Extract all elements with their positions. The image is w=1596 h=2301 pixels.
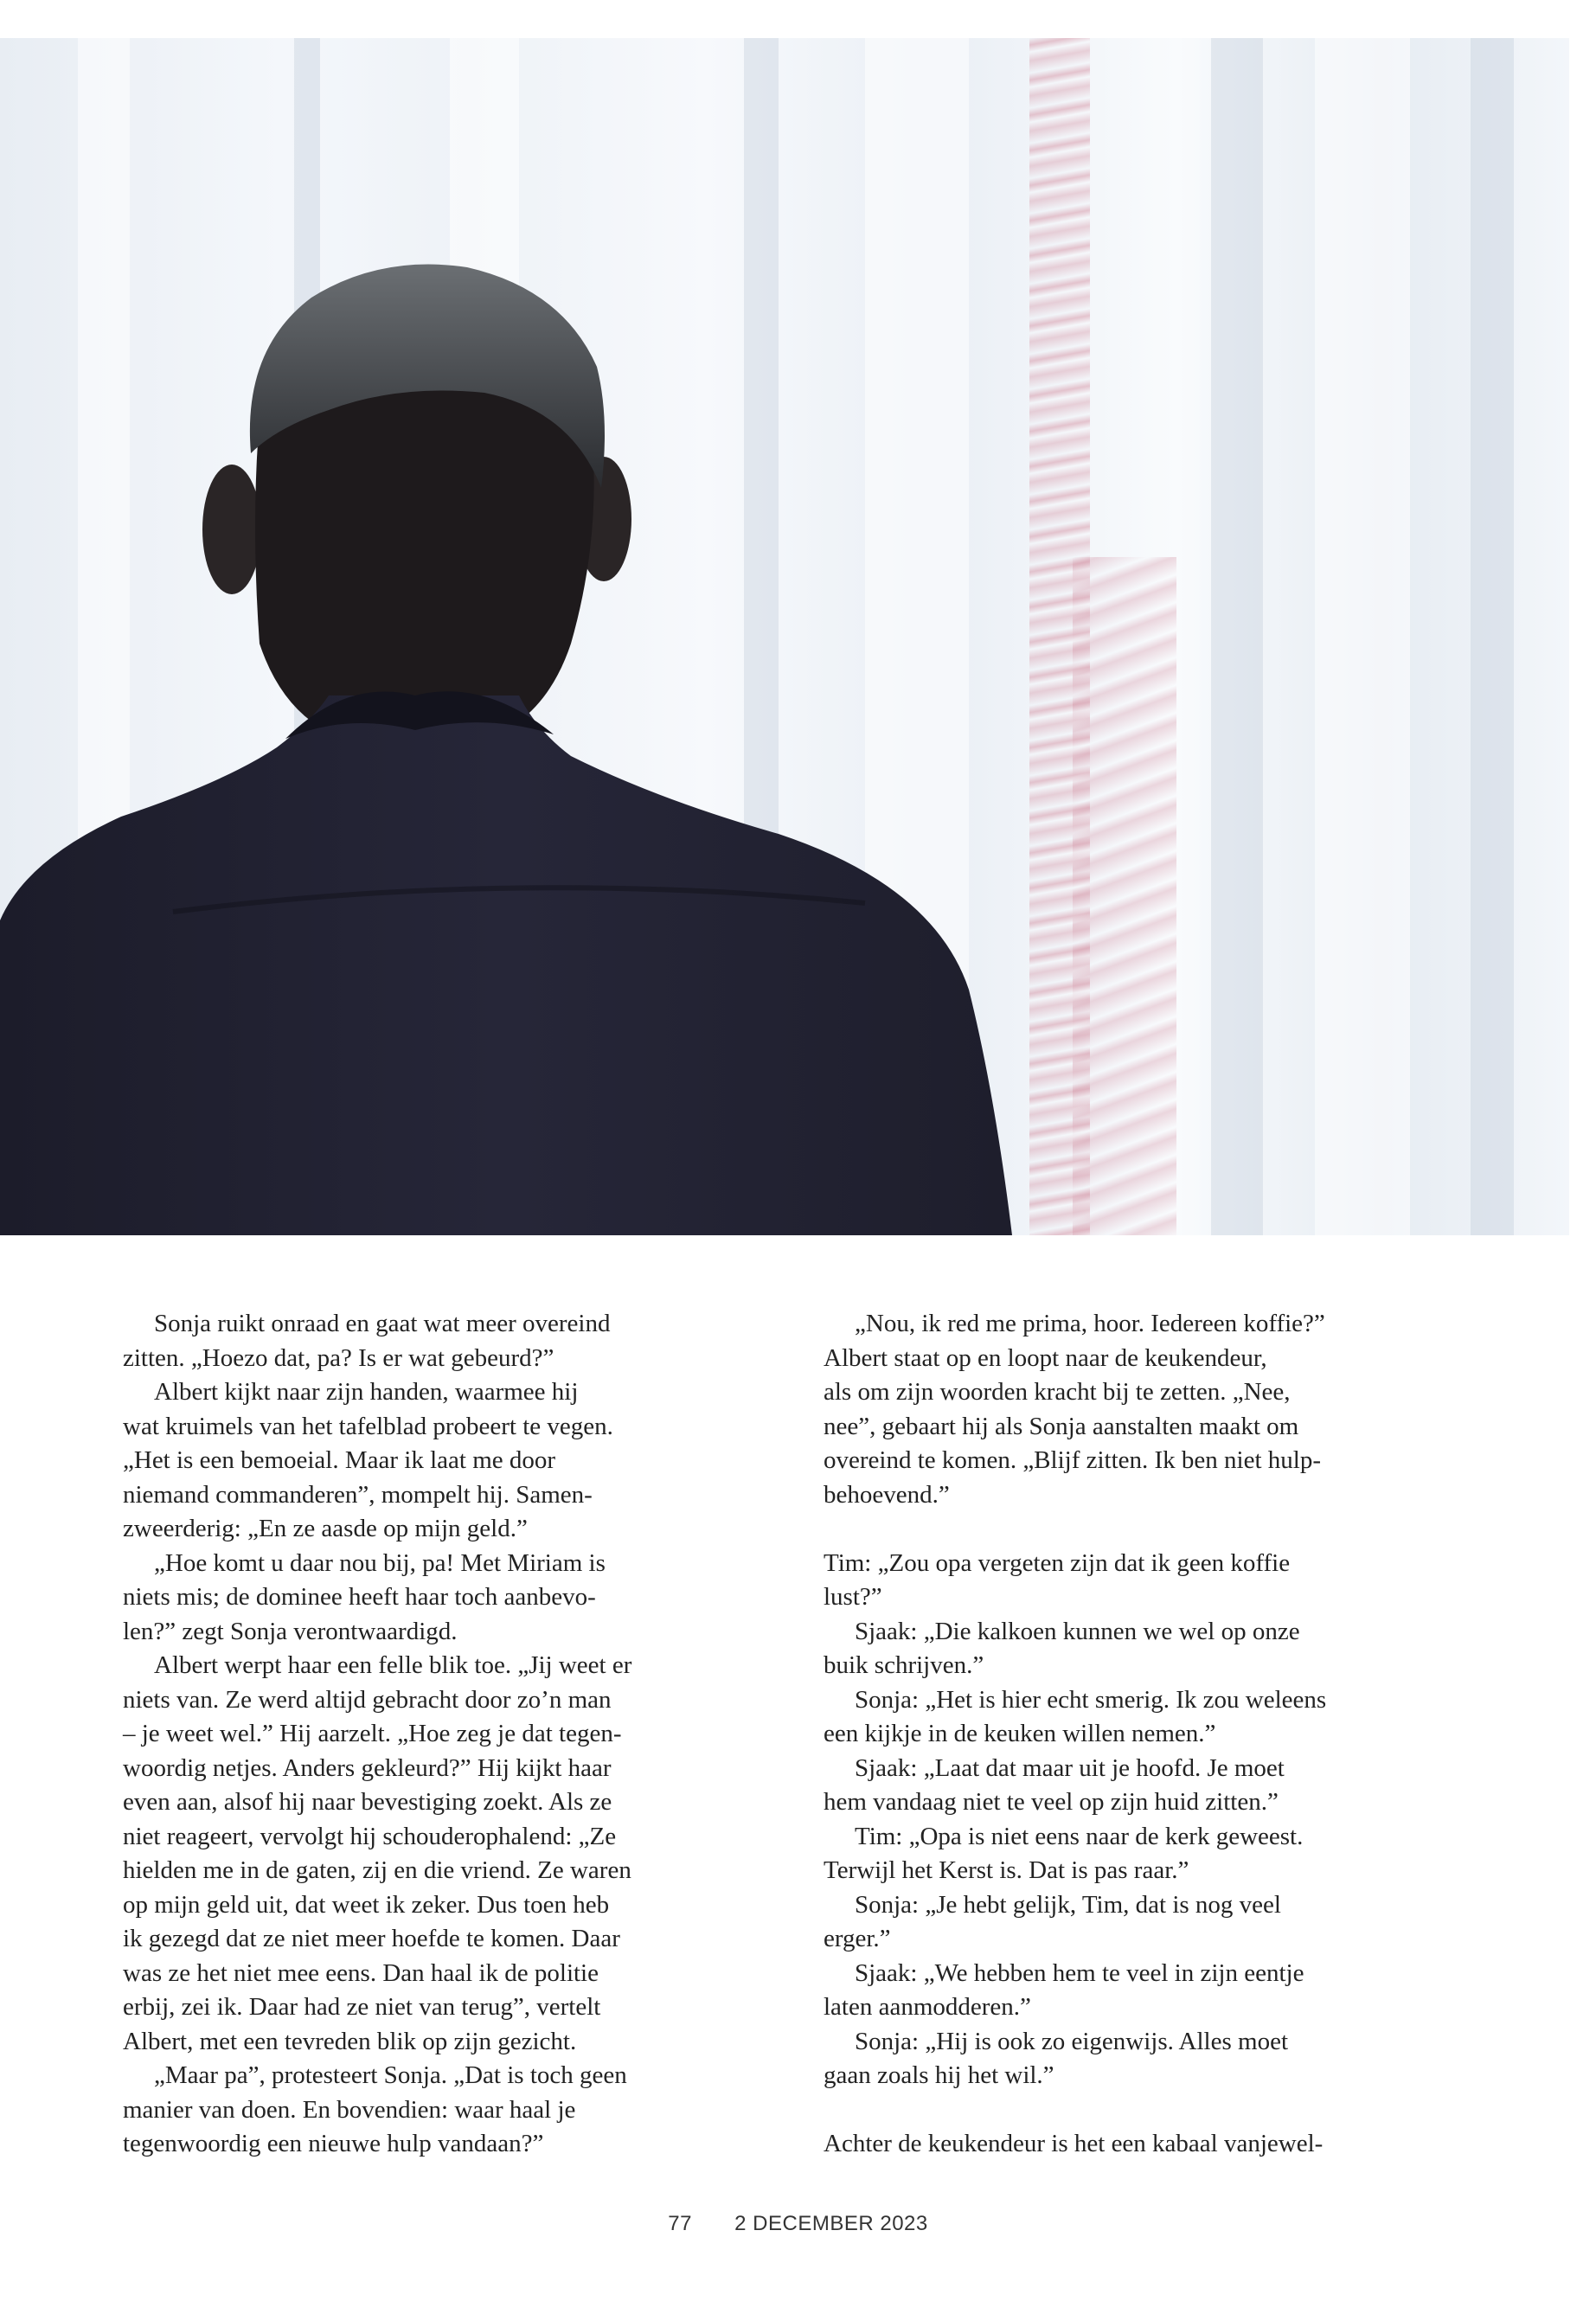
text-line: behoevend.” [824, 1480, 950, 1509]
shirt [0, 695, 1012, 1235]
left-ear [202, 465, 261, 594]
text-line: Sonja ruikt onraad en gaat wat meer overeind [154, 1310, 611, 1337]
text-line: Sjaak: „Die kalkoen kunnen we wel op onze [855, 1617, 1300, 1645]
text-line: laten aanmodderen.” [824, 1993, 1031, 2021]
issue-date: 2 DECEMBER 2023 [734, 2212, 928, 2235]
text-line: even aan, alsof hij naar bevestiging zoekt. Als ze [123, 1788, 612, 1816]
paragraph-break [824, 2093, 1377, 2128]
text-line: tegenwoordig een nieuwe hulp vandaan?” [123, 2130, 544, 2157]
text-line: Sonja: „Hij is ook zo eigenwijs. Alles moet [855, 2027, 1289, 2055]
text-line: zitten. „Hoezo dat, pa? Is er wat gebeurd?” [123, 1343, 554, 1372]
text-line: niet reageert, vervolgt hij schouderophalend: „Ze [123, 1822, 617, 1850]
text-line: op mijn geld uit, dat weet ik zeker. Dus toen heb [123, 1890, 610, 1919]
body-text-left-column [123, 1307, 676, 2162]
text-line: hem vandaag niet te veel op zijn huid zitten.” [824, 1788, 1279, 1816]
text-line: zweerderig: „En ze aasde op mijn geld.” [123, 1515, 528, 1542]
page-footer [0, 2212, 1596, 2236]
text-line: Sjaak: „Laat dat maar uit je hoofd. Je moet [855, 1753, 1285, 1782]
text-line: Albert staat op en loopt naar de keukendeur, [824, 1343, 1267, 1372]
text-line: – je weet wel.” Hij aarzelt. „Hoe zeg je dat tegen- [123, 1720, 622, 1747]
man-silhouette [0, 38, 1569, 1235]
text-line: Sjaak: „We hebben hem te veel in zijn eentje [855, 1958, 1304, 1987]
header-photo [0, 38, 1569, 1235]
text-line: Terwijl het Kerst is. Dat is pas raar.” [824, 1856, 1189, 1884]
text-line: Albert werpt haar een felle blik toe. „Jij weet er [154, 1651, 632, 1679]
text-line: overeind te komen. „Blijf zitten. Ik ben niet hulp- [824, 1446, 1322, 1474]
text-line: Tim: „Zou opa vergeten zijn dat ik geen koffie [824, 1548, 1291, 1577]
text-line: Sonja: „Het is hier echt smerig. Ik zou weleens [855, 1685, 1327, 1714]
text-line: „Het is een bemoeial. Maar ik laat me door [123, 1446, 556, 1474]
text-line: „Maar pa”, protesteert Sonja. „Dat is toch geen [154, 2061, 627, 2089]
text-line: als om zijn woorden kracht bij te zetten. „Nee, [824, 1378, 1291, 1406]
text-line: erbij, zei ik. Daar had ze niet van terug”, vertelt [123, 1993, 601, 2021]
text-line: ik gezegd dat ze niet meer hoefde te komen. Daar [123, 1925, 620, 1952]
text-line: len?” zegt Sonja verontwaardigd. [123, 1617, 458, 1645]
text-line: Tim: „Opa is niet eens naar de kerk geweest. [855, 1822, 1304, 1850]
text-line: erger.” [824, 1925, 891, 1952]
text-line: woordig netjes. Anders gekleurd?” Hij kijkt haar [123, 1753, 612, 1782]
text-line: Sonja: „Je hebt gelijk, Tim, dat is nog veel [855, 1890, 1281, 1919]
body-text-right-column [824, 1307, 1377, 2162]
text-line: „Hoe komt u daar nou bij, pa! Met Miriam is [154, 1548, 606, 1577]
text-line: gaan zoals hij het wil.” [824, 2061, 1054, 2089]
text-line: Albert kijkt naar zijn handen, waarmee hij [154, 1378, 579, 1406]
text-line: buik schrijven.” [824, 1651, 984, 1679]
text-line: niets mis; de dominee heeft haar toch aanbevo- [123, 1583, 596, 1611]
page-number: 77 [668, 2212, 692, 2235]
text-line: lust?” [824, 1583, 882, 1611]
text-line: niemand commanderen”, mompelt hij. Samen- [123, 1480, 593, 1509]
text-line: nee”, gebaart hij als Sonja aanstalten maakt om [824, 1412, 1299, 1440]
text-line: was ze het niet mee eens. Dan haal ik de politie [123, 1958, 599, 1987]
text-line: Albert, met een tevreden blik op zijn gezicht. [123, 2027, 577, 2055]
text-line: een kijkje in de keuken willen nemen.” [824, 1720, 1216, 1747]
paragraph-break [824, 1512, 1377, 1547]
text-line: Achter de keukendeur is het een kabaal vanjewel- [824, 2130, 1324, 2157]
text-line: „Nou, ik red me prima, hoor. Iedereen koffie?” [855, 1310, 1325, 1337]
text-line: manier van doen. En bovendien: waar haal je [123, 2095, 576, 2124]
text-line: wat kruimels van het tafelblad probeert te vegen. [123, 1412, 613, 1440]
text-line: niets van. Ze werd altijd gebracht door zo’n man [123, 1685, 612, 1714]
text-line: hielden me in de gaten, zij en die vriend. Ze waren [123, 1856, 631, 1884]
